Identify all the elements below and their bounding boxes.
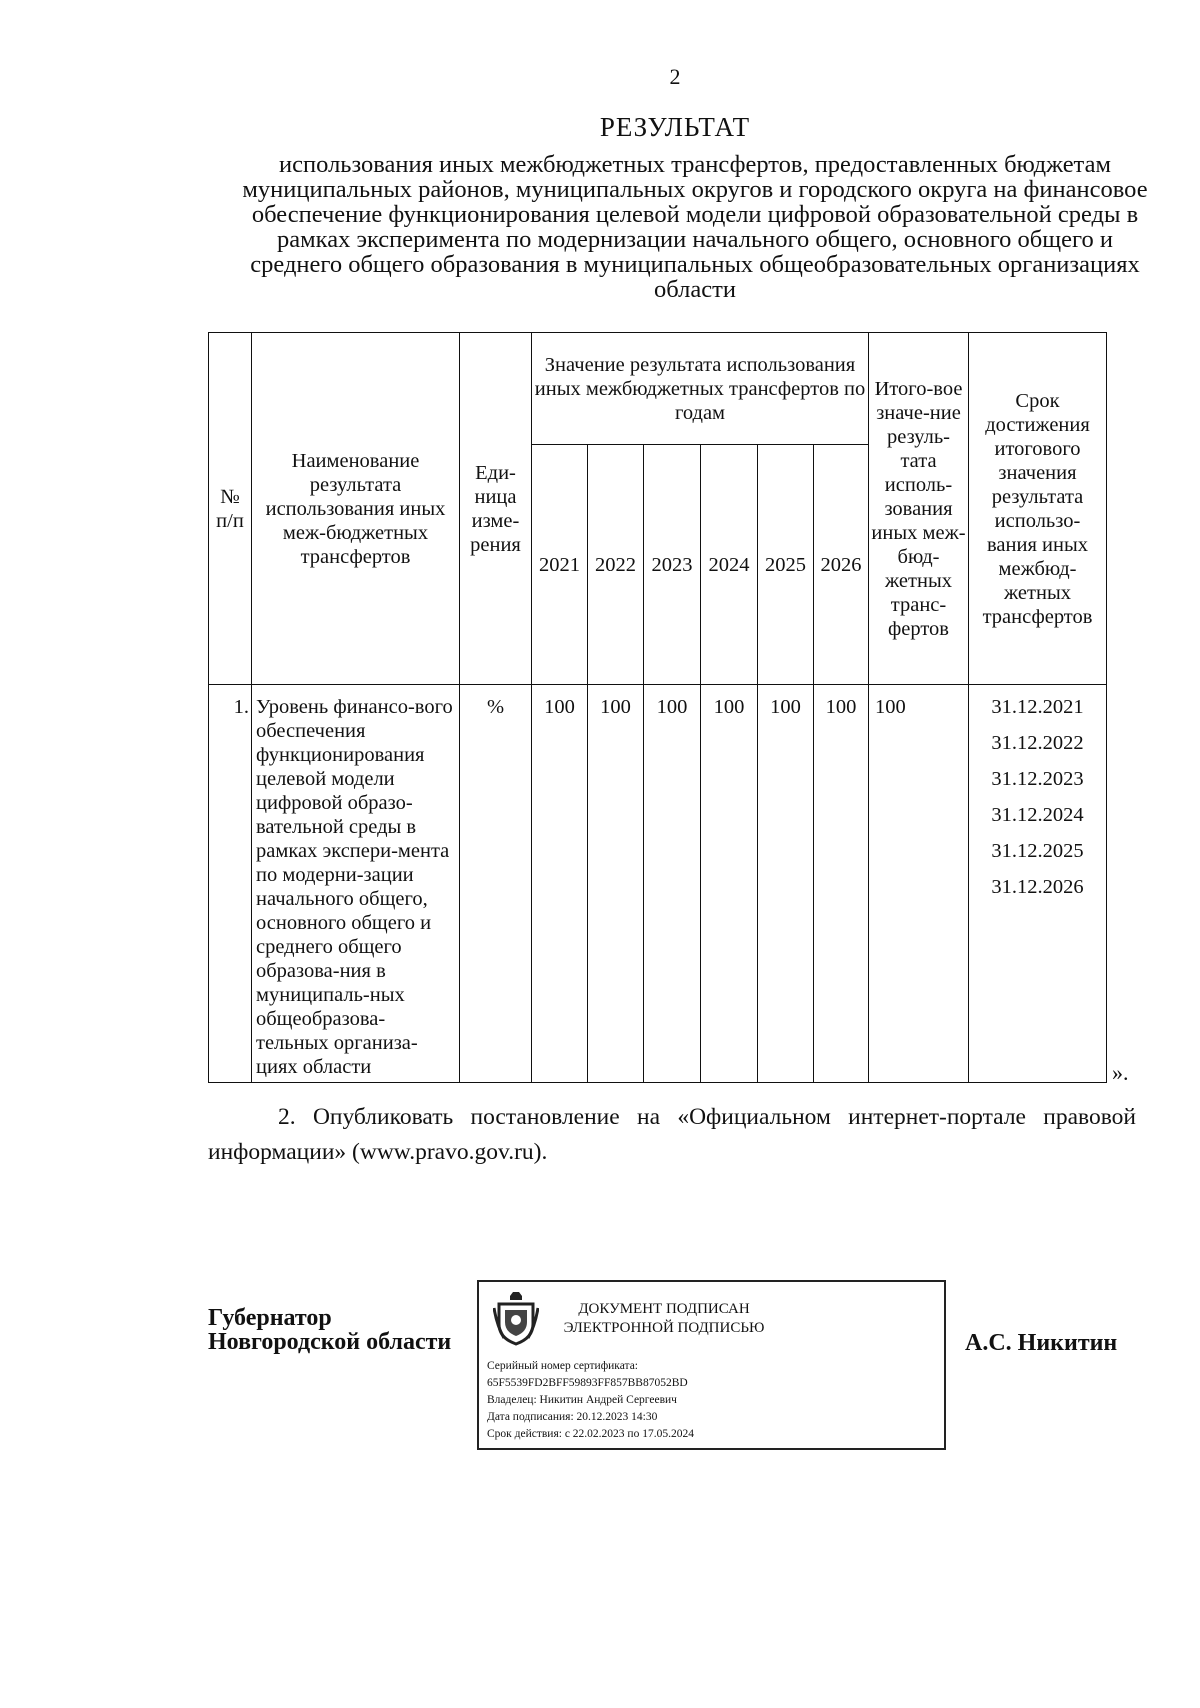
sign-date: Дата подписания: 20.12.2023 14:30: [487, 1411, 658, 1423]
row-name: Уровень финансо-вого обеспечения функционирования целевой модели цифровой образо-вательной среды в рамках экспери-мента по модерни-зации начального общего, основного общего и среднего общего образова-ния в муниципаль-ных общеобразова-тельных организа-циях области: [252, 685, 460, 1083]
deadline: 31.12.2021: [991, 696, 1084, 718]
header-year: 2024: [701, 445, 758, 685]
header-year: 2021: [532, 445, 588, 685]
header-year: 2026: [814, 445, 869, 685]
header-unit: Еди-ница изме-рения: [460, 333, 532, 685]
deadline: 31.12.2025: [991, 840, 1084, 862]
coat-of-arms-icon: [493, 1290, 539, 1346]
deadline: 31.12.2023: [991, 768, 1084, 790]
row-total: 100: [869, 685, 969, 1083]
stamp-heading: [559, 1300, 769, 1338]
header-year: 2025: [758, 445, 814, 685]
header-year: 2022: [588, 445, 644, 685]
document-subtitle: использования иных межбюджетных трансфертов, предоставленных бюджетам муниципальных районов, муниципальных округов и городского округа на финансовое обеспечение функционирования целевой модели цифровой образовательной среды в рамках эксперимента по модернизации начального общего, основного общего и среднего общего образования в муниципальных общеобразовательных организациях области: [242, 151, 1148, 303]
row-unit: %: [460, 685, 532, 1083]
cert-owner: Владелец: Никитин Андрей Сергеевич: [487, 1394, 677, 1406]
page-number: 2: [669, 64, 681, 89]
header-deadline: Срок достижения итогового значения результата использо-вания иных межбюд-жетных трансфертов: [969, 333, 1107, 685]
row-value: 100: [532, 685, 588, 1083]
header-by-years: Значение результата использования иных межбюджетных трансфертов по годам: [532, 333, 869, 445]
deadline: 31.12.2024: [991, 804, 1084, 826]
row-value: 100: [701, 685, 758, 1083]
results-table: [208, 332, 1107, 1083]
table-row: [209, 685, 1107, 1083]
stamp-heading-line: ДОКУМЕНТ ПОДПИСАН: [578, 1301, 750, 1317]
row-value: 100: [814, 685, 869, 1083]
document-title: РЕЗУЛЬТАТ: [599, 112, 751, 142]
cert-number: 65F5539FD2BFF59893FF857BB87052BD: [487, 1377, 688, 1389]
closing-quote: ».: [1112, 1060, 1129, 1085]
stamp-details: [487, 1358, 694, 1443]
row-value: 100: [644, 685, 701, 1083]
header-name: Наименование результата использования иных меж-бюджетных трансфертов: [252, 333, 460, 685]
row-value: 100: [758, 685, 814, 1083]
signatory-position: [208, 1306, 468, 1354]
electronic-signature-stamp: [477, 1280, 946, 1450]
signatory-name: А.С. Никитин: [965, 1330, 1118, 1356]
cert-label: Серийный номер сертификата:: [487, 1360, 638, 1372]
deadline: 31.12.2022: [991, 732, 1084, 754]
row-value: 100: [588, 685, 644, 1083]
header-num: № п/п: [209, 333, 252, 685]
stamp-heading-line: ЭЛЕКТРОННОЙ ПОДПИСЬЮ: [563, 1320, 765, 1336]
paragraph-publish: 2. Опубликовать постановление на «Официальном интернет-портале правовой информации» (www.pravo.gov.ru).: [208, 1104, 1136, 1165]
header-total: Итого-вое значе-ние резуль-тата исполь-зования иных меж-бюд-жетных транс-фертов: [869, 333, 969, 685]
row-num: 1.: [209, 685, 252, 1083]
cert-validity: Срок действия: с 22.02.2023 по 17.05.2024: [487, 1428, 694, 1440]
header-year: 2023: [644, 445, 701, 685]
row-deadlines: [969, 685, 1107, 1083]
signatory-position-text: Губернатор Новгородской области: [208, 1305, 452, 1355]
deadline: 31.12.2026: [991, 876, 1084, 898]
